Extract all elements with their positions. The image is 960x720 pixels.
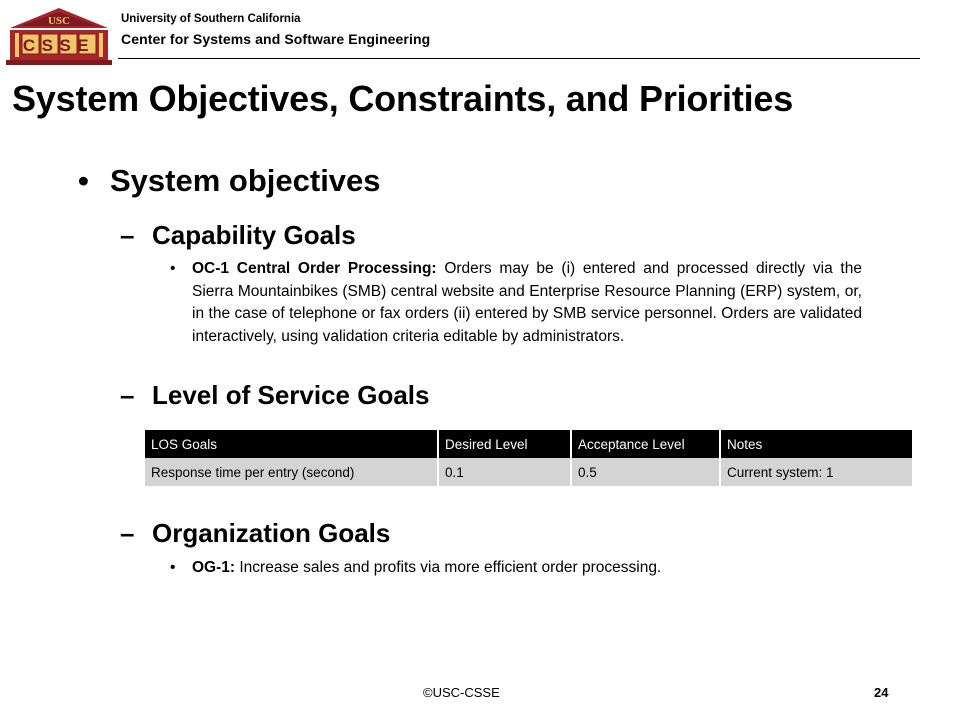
footer-copyright: ©USC-CSSE	[423, 685, 500, 700]
logo-banner-text: USC	[47, 15, 71, 27]
table-header-row	[145, 430, 912, 458]
capability-item-oc1	[170, 258, 862, 348]
dash-marker: –	[120, 380, 135, 410]
bullet-system-objectives	[78, 163, 381, 199]
los-goals-table	[145, 430, 912, 486]
column-header: Desired Level	[438, 430, 571, 458]
oc1-text: Orders may be (i) entered and processed directly via the Sierra Mountainbikes (SMB) central website and Enterprise Resource Planning (ERP) system, or, in the case of telephone or fax orders (ii) entered by SMB service personnel. Orders are validated interactively, using validation criteria editable by administrators.	[192, 260, 862, 345]
slide-title: System Objectives, Constraints, and Priorities	[12, 78, 794, 119]
usc-csse-logo	[6, 6, 112, 66]
heading-organization-goals	[120, 518, 390, 549]
dash-marker: –	[120, 220, 135, 250]
column-header: LOS Goals	[145, 430, 438, 458]
capability-goals-text: Capability Goals	[152, 220, 356, 250]
organization-goals-text: Organization Goals	[152, 518, 391, 548]
column-header: Notes	[720, 430, 912, 458]
university-name: University of Southern California	[121, 13, 301, 25]
table-cell: Response time per entry (second)	[145, 458, 438, 486]
table-cell: 0.5	[571, 458, 720, 486]
heading-level-of-service-goals	[120, 380, 429, 411]
og1-text: Increase sales and profits via more efficient order processing.	[239, 559, 662, 576]
heading-capability-goals	[120, 220, 356, 251]
center-name: Center for Systems and Software Engineering	[121, 31, 431, 47]
bullet-dot: •	[78, 163, 89, 198]
header-divider	[118, 58, 920, 59]
table-cell: Current system: 1	[720, 458, 912, 486]
sub-bullet-dot: •	[170, 260, 176, 277]
oc1-label: OC-1 Central Order Processing:	[192, 260, 437, 277]
og1-label: OG-1:	[192, 559, 236, 576]
service-goals-text: Level of Service Goals	[152, 380, 430, 410]
column-header: Acceptance Level	[571, 430, 720, 458]
organization-item-og1	[170, 557, 890, 580]
table-cell: 0.1	[438, 458, 571, 486]
table-row	[145, 458, 912, 486]
dash-marker: –	[120, 518, 135, 548]
logo-letters: CSSE	[22, 36, 96, 55]
bullet-system-objectives-text: System objectives	[110, 163, 381, 198]
csse-logo-graphic	[6, 6, 112, 66]
sub-bullet-dot: •	[170, 559, 176, 576]
page-number: 24	[874, 685, 889, 700]
